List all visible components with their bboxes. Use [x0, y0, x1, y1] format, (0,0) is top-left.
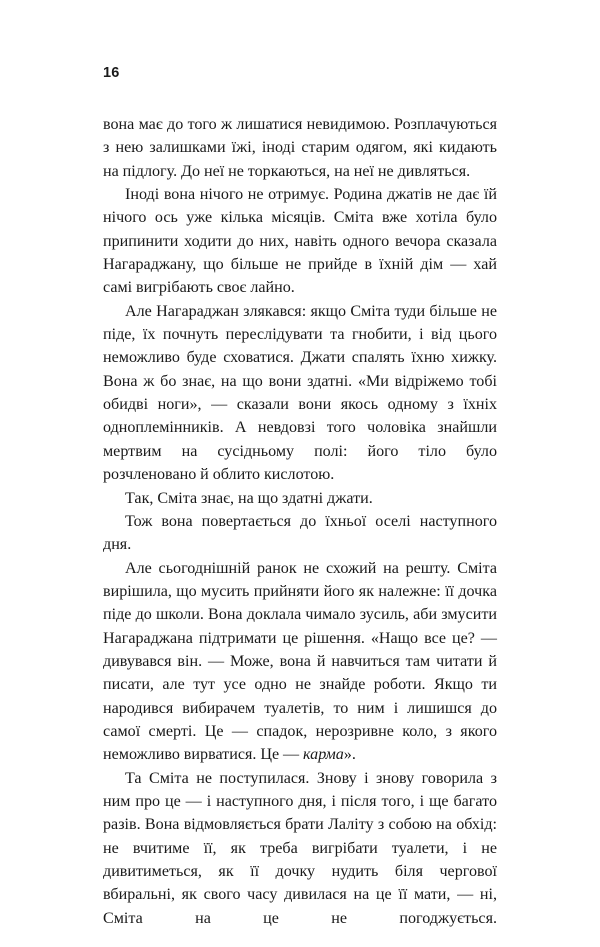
body-text-block [103, 113, 497, 930]
paragraph-7: Та Сміта не поступилася. Знову і знову говорила з ним про це — і наступного дня, і після того, і ще багато разів. Вона відмовляється брати Лаліту з собою на обхід: не вчитиме її, як треба вигрібати туалети, і не дивитиметься, як її дочку нудить біля чергової вбиральні, як свого часу дивилася на це її мати, — ні, Сміта на це не погоджується. [103, 769, 497, 927]
paragraph-1: вона має до того ж лишатися невидимою. Розплачуються з нею залишками їжі, іноді старим одягом, які кидають на підлогу. До неї не торкаються, на неї не дивляться. [103, 116, 497, 180]
paragraph-6-part-2: ». [343, 746, 356, 764]
paragraph-6-part-1: Але сьогоднішній ранок не схожий на решту. Сміта вирішила, що мусить прийняти його як належне: її дочка піде до школи. Вона доклала чимало зусиль, аби змусити Нагараджана підтримати це рішення. «Нащо все це? — дивувався він. — Може, вона й навчиться там читати й писати, але тут усе одно не знайде роботи. Якщо ти народився вибирачем туалетів, то ним і лишишся до самої смерті. Це — спадок, нерозривне коло, з якого неможливо вирватися. Це — [103, 559, 497, 764]
paragraph-2: Іноді вона нічого не отримує. Родина джатів не дає їй нічого ось уже кілька місяців. Сміта вже хотіла було припинити ходити до них, навіть одного вечора сказала Нагараджану, що більше не прийде в їхній дім — хай самі вигрібають своє лайно. [103, 186, 497, 297]
paragraph-6-italic-term: карма [303, 746, 344, 764]
paragraph-3: Але Нагараджан злякався: якщо Сміта туди більше не піде, їх почнуть переслідувати та гнобити, і від цього неможливо буде сховатися. Джати спалять їхню хижку. Вона ж бо знає, на що вони здатні. «Ми відріжемо тобі обидві ноги», — сказали вони якось одному з їхніх одноплемінників. А невдовзі того чоловіка знайшли мертвим на сусідньому полі: його тіло було розчленовано й облито кислотою. [103, 302, 497, 484]
paragraph-6 [103, 557, 497, 767]
page-number: 16 [103, 65, 120, 81]
paragraph-5: Тож вона повертається до їхньої оселі наступного дня. [103, 512, 497, 554]
paragraph-4: Так, Сміта знає, на що здатні джати. [125, 489, 373, 507]
